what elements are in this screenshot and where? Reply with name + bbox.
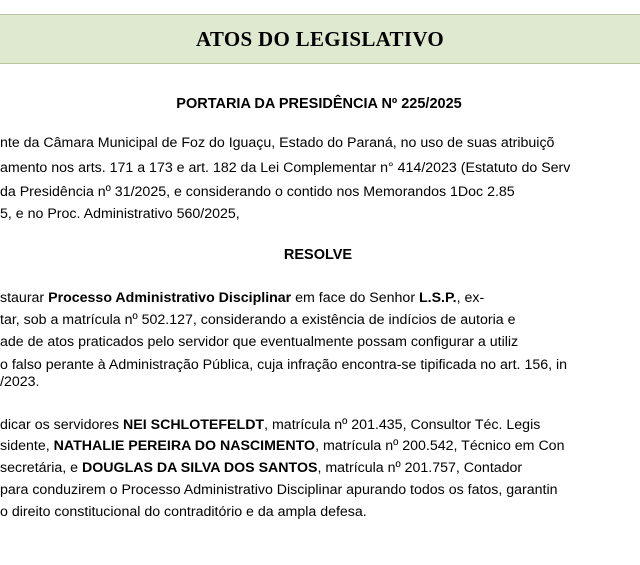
text: staurar [0,290,49,306]
bold-text: Processo Administrativo Disciplinar [48,290,292,306]
article-1-line-3: ade de atos praticados pelo servidor que eventualmente possam configurar a utiliz [0,334,519,350]
bold-text: L.S.P. [418,290,457,306]
bold-text: NATHALIE PEREIRA DO NASCIMENTO [53,438,316,454]
section-title: ATOS DO LEGISLATIVO [195,26,445,51]
article-1-line-2: tar, sob a matrícula nº 502.127, considerando a existência de indícios de autoria e [0,312,516,328]
text: , matrícula nº 201.757, Contador [317,460,523,476]
bold-text: DOUGLAS DA SILVA DOS SANTOS [82,460,318,476]
text: , ex- [456,290,485,306]
article-2-line-5: o direito constitucional do contraditório e da ampla defesa. [0,504,367,520]
article-1-line-5: /2023. [0,374,40,390]
article-2-line-3 [0,460,522,477]
text: em face do Senhor [291,290,419,306]
text: secretária, e [0,460,83,476]
text: sidente, [0,438,54,454]
preamble-line-2: amento nos arts. 171 a 173 e art. 182 da Lei Complementar n° 414/2023 (Estatuto do Serv [0,160,571,176]
text: dicar os servidores [0,417,124,433]
bold-text: NEI SCHLOTEFELDT [123,417,265,433]
document-title: PORTARIA DA PRESIDÊNCIA Nº 225/2025 [176,96,462,112]
article-2-line-1 [0,417,540,434]
article-1-line-4: o falso perante à Administração Pública, cuja infração encontra-se tipificada no art. 156, in [0,357,568,373]
text: , matrícula nº 200.542, Técnico em Con [315,438,565,454]
resolve-heading: RESOLVE [283,247,353,263]
preamble-line-1: nte da Câmara Municipal de Foz do Iguaçu, Estado do Paraná, no uso de suas atribuiçõ [0,135,555,151]
preamble-line-4: 5, e no Proc. Administrativo 560/2025, [0,206,240,222]
preamble-line-3: da Presidência nº 31/2025, e considerando o contido nos Memorandos 1Doc 2.85 [0,184,515,200]
text: , matrícula nº 201.435, Consultor Téc. Legis [264,417,541,433]
article-2-line-4: para conduzirem o Processo Administrativo Disciplinar apurando todos os fatos, garantin [0,482,558,498]
article-2-line-2 [0,438,564,455]
